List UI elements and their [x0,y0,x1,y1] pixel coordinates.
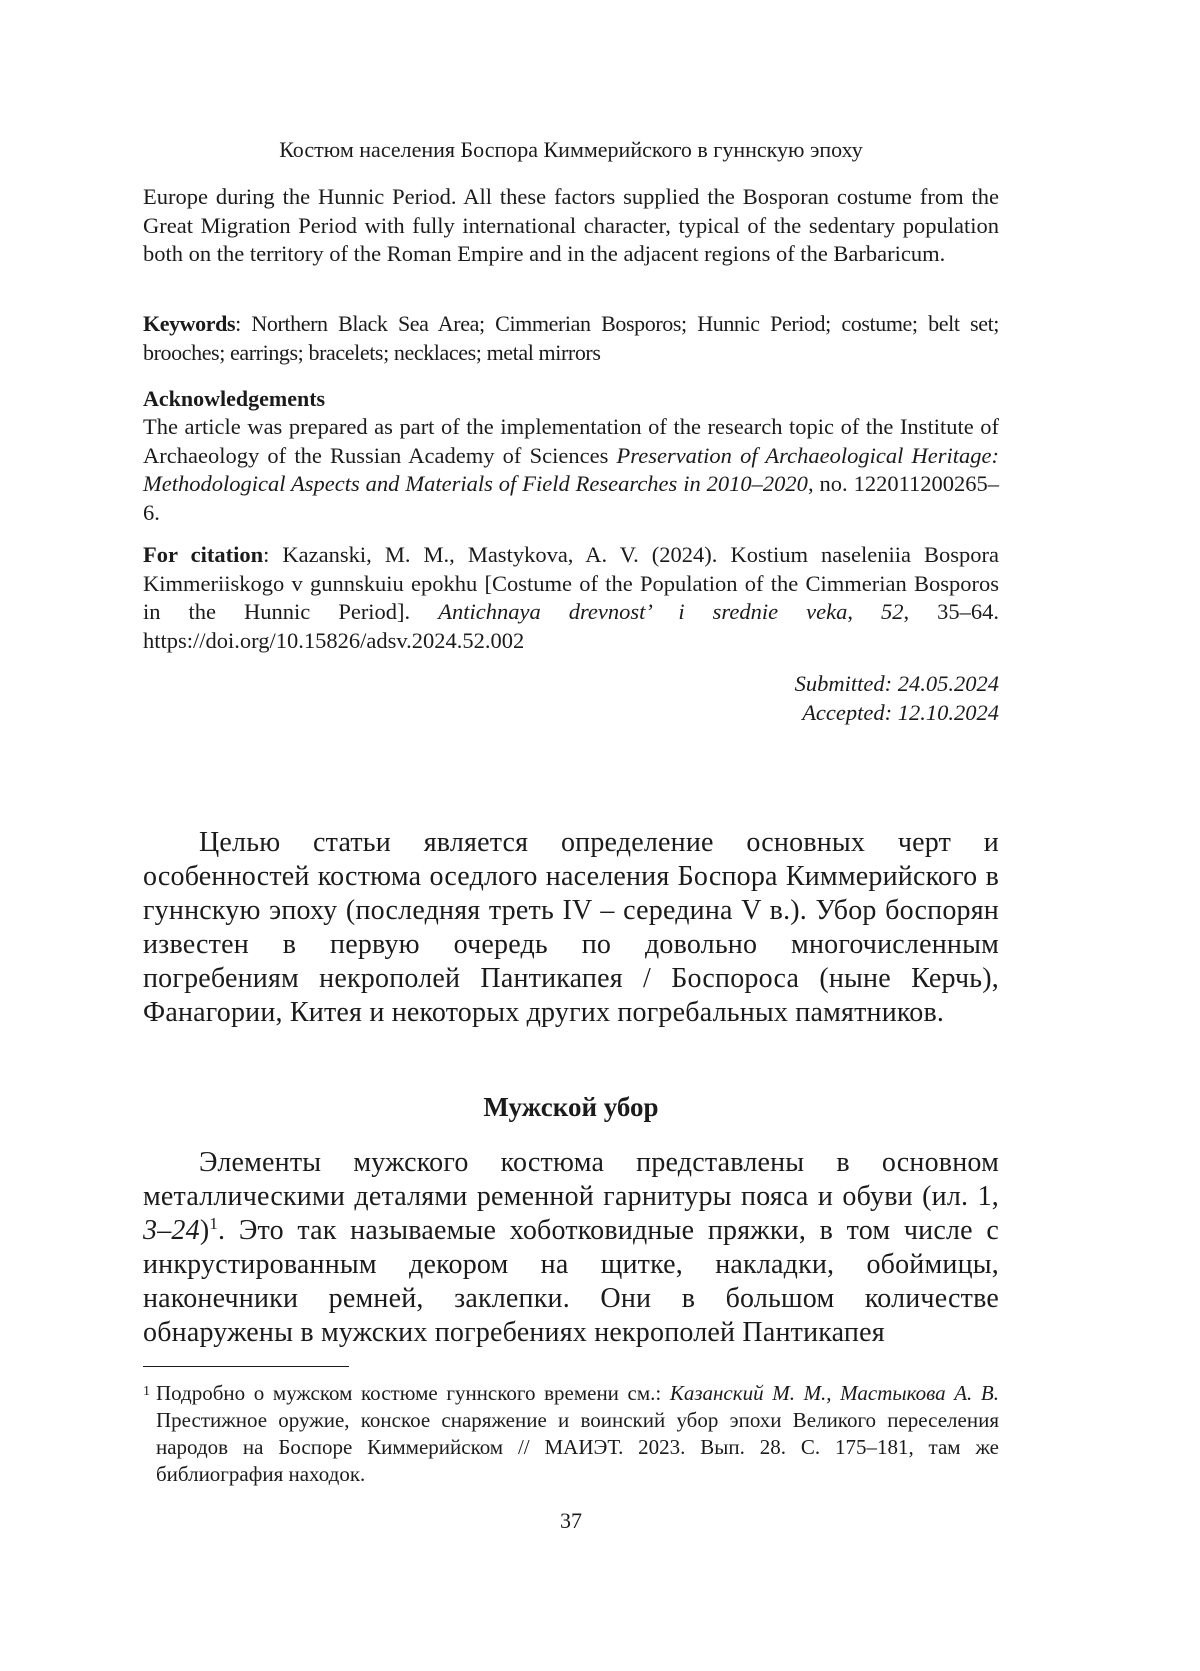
paragraph-2-text-before: Элементы мужского костюма представлены в основном металлическими деталями ременной гарнитуры пояса и обуви (ил. 1, [143,1147,999,1212]
citation-journal: Antichnaya drevnost’ i srednie veka [438,599,848,624]
paragraph-2-text-after: . Это так называемые хоботковидные пряжки, в том числе с инкрустированным декором на щитке, накладки, обоймицы, наконечники ремней, заклепки. Они в большом количестве обнаружены в мужских погребениях некрополей Пантикапея [143,1215,999,1348]
submitted-date: Submitted: 24.05.2024 [794,671,999,696]
footnote-authors: Казанский М. М., Мастыкова А. В. [669,1381,999,1405]
citation-label: For citation [143,542,264,567]
keywords-text: : Northern Black Sea Area; Cimmerian Bosporos; Hunnic Period; costume; belt set; brooches; earrings; bracelets; necklaces; metal mirrors [143,311,999,365]
citation-block [143,541,999,655]
acknowledgements-text [143,413,999,527]
footnote-1 [143,1380,999,1488]
acknowledgements-heading: Acknowledgements [143,386,326,411]
journal-page [143,0,999,1671]
keywords-label: Keywords [143,311,236,336]
citation-comma: , [847,599,881,624]
citation-text-before: : Kazanski, M. M., Mastykova, A. V. (2024). Kostium naseleniia Bospora Kimmeriiskogo v gunnskuiu epokhu [Costume of the Population of the Cimmerian Bosporos in the Hunnic Period]. [143,542,1000,624]
keywords-block [143,310,999,367]
submission-dates [599,669,999,727]
accepted-date: Accepted: 12.10.2024 [802,700,999,725]
body-paragraph-2 [143,1146,999,1350]
citation-volume: 52 [880,599,904,624]
footnote-divider [143,1366,349,1367]
footnote-reference[interactable]: 1 [209,1214,219,1233]
acknowledgements-text-after: , no. 122011200265–6. [143,471,999,525]
acknowledgements-project-title: Preservation of Archaeological Heritage: Methodological Aspects and Materials of Field Researches in 2010–2020 [143,442,999,496]
footnote-marker: 1 [143,1384,150,1399]
footnote-text-before: Подробно о мужском костюме гуннского времени см.: [156,1381,670,1405]
page-number: 37 [560,1508,582,1533]
paragraph-2-close-paren: ) [199,1215,210,1246]
citation-text-after: , 35–64. https://doi.org/10.15826/adsv.2024.52.002 [143,599,1000,653]
running-head: Костюм населения Боспора Киммерийского в гуннскую эпоху [279,137,863,162]
figure-reference: 3–24 [143,1215,200,1246]
body-paragraph-1: Целью статьи является определение основных черт и особенностей костюма оседлого населения Боспора Киммерийского в гуннскую эпоху (последняя треть IV – середина V в.). Убор боспорян известен в первую очередь по довольно многочисленным погребениям некрополей Пантикапея / Боспороса (ныне Керчь), Фанагории, Китея и некоторых других погребальных памятников. [143,827,999,1028]
acknowledgements-text-before: The article was prepared as part of the implementation of the research topic of the Institute of Archaeology of the Russian Academy of Sciences [143,414,999,468]
section-heading: Мужской убор [483,1092,659,1122]
footnote-text-after: Престижное оружие, конское снаряжение и воинский убор эпохи Великого переселения народов на Боспоре Киммерийском // МАИЭТ. 2023. Вып. 28. С. 175–181, там же библиография находок. [156,1408,999,1486]
abstract-continuation: Europe during the Hunnic Period. All these factors supplied the Bosporan costume from the Great Migration Period with fully international character, typical of the sedentary population both on the territory of the Roman Empire and in the adjacent regions of the Barbaricum. [143,184,999,266]
